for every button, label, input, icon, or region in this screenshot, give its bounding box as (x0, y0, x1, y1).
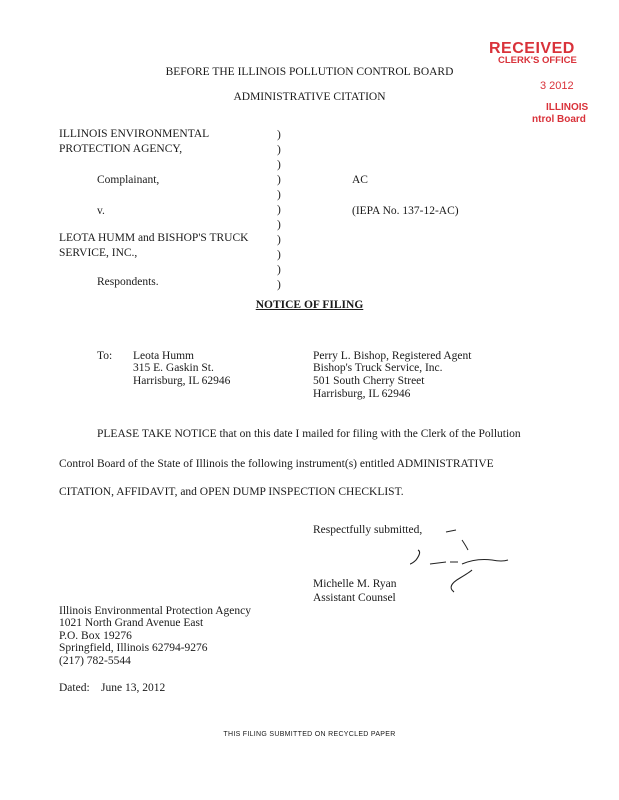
recipient1-city: Harrisburg, IL 62946 (133, 375, 231, 387)
signatory-title: Assistant Counsel (313, 592, 396, 604)
received-stamp-board: ntrol Board (532, 114, 586, 125)
recipient1-street: 315 E. Gaskin St. (133, 362, 214, 374)
paren-mark: ) (277, 189, 281, 201)
document-type-heading: ADMINISTRATIVE CITATION (233, 91, 386, 103)
agency-phone: (217) 782-5544 (59, 655, 131, 667)
complainant-name-line2: PROTECTION AGENCY, (59, 143, 183, 155)
caption-parenthesis-column (277, 128, 281, 293)
agency-street: 1021 North Grand Avenue East (59, 617, 204, 629)
paren-mark: ) (277, 249, 281, 261)
paren-mark: ) (277, 159, 281, 171)
respondent-name-line1: LEOTA HUMM and BISHOP'S TRUCK (59, 232, 249, 244)
paren-mark: ) (277, 279, 281, 291)
paren-mark: ) (277, 234, 281, 246)
respondent-name-line2: SERVICE, INC., (59, 247, 138, 259)
case-number: (IEPA No. 137-12-AC) (352, 205, 459, 217)
notice-body-line2: Control Board of the State of Illinois the following instrument(s) entitled ADMINISTRATIVE (59, 458, 494, 470)
agency-city: Springfield, Illinois 62794-9276 (59, 642, 208, 654)
paren-mark: ) (277, 204, 281, 216)
to-label: To: (97, 350, 113, 362)
recipient2-city: Harrisburg, IL 62946 (313, 388, 411, 400)
recipient1-name: Leota Humm (133, 350, 194, 362)
complainant-role: Complainant, (97, 174, 160, 186)
notice-body-line3: CITATION, AFFIDAVIT, and OPEN DUMP INSPECTION CHECKLIST. (59, 486, 404, 498)
recipient2-name: Perry L. Bishop, Registered Agent (313, 350, 472, 362)
signature-closing: Respectfully submitted, (313, 524, 423, 536)
case-type: AC (352, 174, 368, 186)
notice-title: NOTICE OF FILING (255, 299, 364, 311)
received-stamp-title: RECEIVED (489, 40, 575, 57)
respondent-role: Respondents. (97, 276, 159, 288)
paren-mark: ) (277, 264, 281, 276)
signatory-name: Michelle M. Ryan (313, 578, 397, 590)
agency-po-box: P.O. Box 19276 (59, 630, 132, 642)
agency-name: Illinois Environmental Protection Agency (59, 605, 251, 617)
recipient2-street: 501 South Cherry Street (313, 375, 425, 387)
complainant-name-line1: ILLINOIS ENVIRONMENTAL (59, 128, 210, 140)
dated-value: June 13, 2012 (101, 682, 166, 694)
recycled-paper-footer: THIS FILING SUBMITTED ON RECYCLED PAPER (223, 731, 396, 738)
paren-mark: ) (277, 219, 281, 231)
handwritten-signature (410, 520, 540, 602)
paren-mark: ) (277, 129, 281, 141)
received-stamp-date: 3 2012 (540, 80, 574, 92)
dated-label: Dated: (59, 682, 90, 694)
paren-mark: ) (277, 174, 281, 186)
paren-mark: ) (277, 144, 281, 156)
recipient2-company: Bishop's Truck Service, Inc. (313, 362, 443, 374)
received-stamp-office: CLERK'S OFFICE (498, 55, 577, 66)
board-heading: BEFORE THE ILLINOIS POLLUTION CONTROL BOARD (165, 66, 454, 78)
versus-label: v. (97, 205, 105, 217)
received-stamp-state: ILLINOIS (546, 102, 589, 113)
notice-body-line1: PLEASE TAKE NOTICE that on this date I mailed for filing with the Clerk of the Pollution (97, 428, 521, 440)
